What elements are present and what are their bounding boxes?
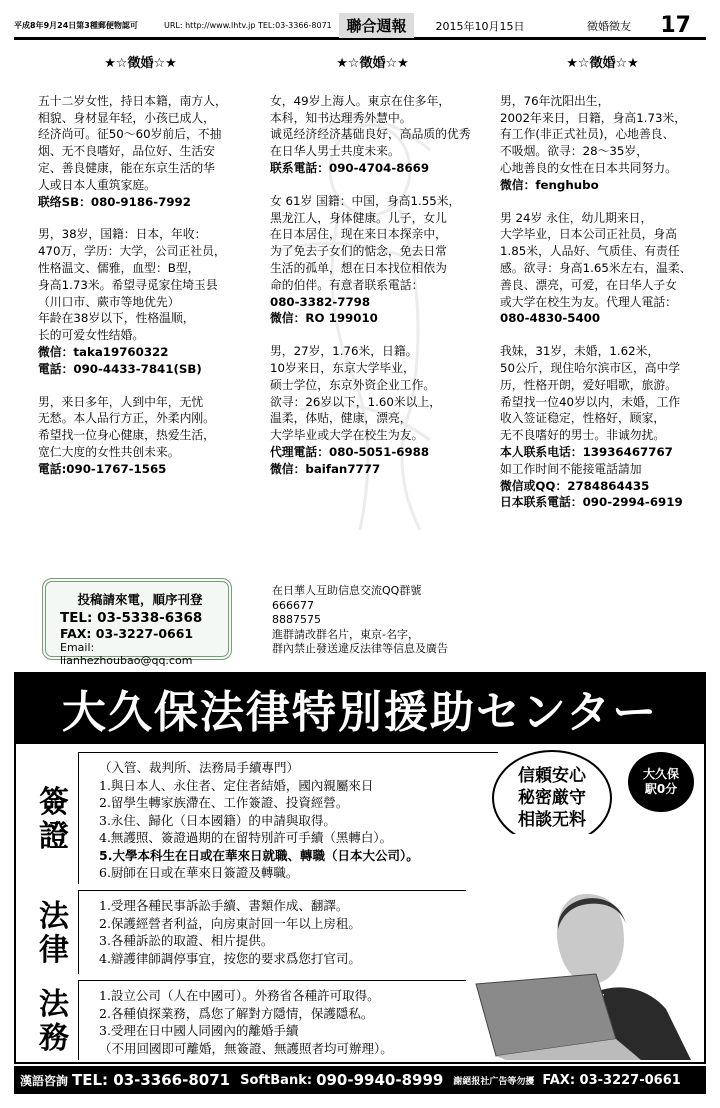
section-label: 法 務: [39, 987, 69, 1056]
ad-contact: 微信：fenghubo: [500, 177, 599, 192]
ad-contact: 電話：090-4433-7841(SB): [38, 361, 202, 376]
slogan-line: 信頼安心: [518, 766, 586, 786]
ad-contact: 微信：RO 199010: [270, 311, 378, 326]
ad-line: 诚觅经济经济基础良好，高品质的优秀: [270, 127, 471, 142]
personal-ad: [500, 210, 705, 328]
ad-line: 身高1.73米。希望寻觅家住埼玉县: [38, 277, 218, 292]
ad-line: 不吸烟。欲寻：28～35岁，: [500, 144, 648, 159]
ad-line: 470万，学历：大学，公司正社员，: [38, 244, 226, 259]
section-box: [78, 980, 498, 1060]
trust-slogan-bubble: [492, 750, 612, 846]
law-center-ad: [14, 744, 706, 1064]
ad-contact: 如工作时间不能接電話請加: [500, 461, 642, 476]
footer-label-softbank: SoftBank:: [240, 1072, 313, 1088]
service-line: 3.受理在日中國人同國內的離婚手續: [99, 1023, 299, 1038]
service-line: 6.厨師在日或在華來日簽證及轉職。: [99, 865, 299, 880]
ad-line: 欲寻：26岁以下，1.60米以上，: [270, 394, 442, 409]
ad-line: 命的伯伴。有意者联系電話：: [270, 277, 424, 292]
ad-line: 10岁来日，东京大学毕业，: [270, 360, 415, 375]
notice-line: 進群請改群名片，東京-名字，: [272, 627, 419, 641]
ad-contact: 代理電話：080-5051-6988: [270, 444, 430, 459]
ad-line: 希望找一位40岁以内，未婚，工作: [500, 394, 681, 409]
ad-line: 心地善良的女性在日本共同努力。: [500, 160, 677, 175]
ad-line: 男，76年沈阳出生，: [500, 93, 610, 108]
ad-line: 烟、无不良嗜好，品位好、生活安: [38, 144, 215, 159]
law-center-banner: 大久保法律特別援助センター: [14, 672, 706, 744]
footer-fax: FAX: 03-3227-0661: [542, 1072, 681, 1088]
page-footer: [14, 1066, 706, 1094]
service-line: （不用回國即可離婚，無簽證、無護照者均可辦理）。: [99, 1040, 393, 1056]
service-line: 4.辯護律師調停事宜，按您的要求爲您打官司。: [99, 950, 361, 966]
section-label: 法 律: [39, 899, 69, 968]
footer-note: 謝絕报社广告等勿擾: [453, 1076, 535, 1087]
submission-title: 投稿請來電，順序刊登: [77, 592, 203, 607]
postal-permit: 平成8年9月24日第3種郵便物認可: [14, 21, 138, 30]
ad-contact: 080-3382-7798: [270, 294, 371, 309]
page-number: 17: [660, 13, 691, 38]
service-line: 1.設立公司（人在中國可）。外務省各種許可取得。: [99, 988, 380, 1003]
service-line: （入管、裁判所、法務局手續專門）: [99, 760, 300, 775]
visa-section: [32, 752, 492, 884]
footer-label-consult: 漢語咨詢: [20, 1073, 69, 1088]
slogan-line: 秘密厳守: [518, 788, 586, 808]
ad-line: 无愁。本人品行方正，外柔内刚。: [38, 411, 215, 426]
notice-line: 666677: [272, 598, 314, 612]
personal-ad: [270, 343, 475, 477]
service-line: 3.永住、歸化（日本國籍）的申請與取得。: [99, 812, 336, 828]
submission-fax: FAX: 03-3227-0661: [60, 626, 194, 641]
ad-line: 男，27岁，1.76米，日籍。: [270, 344, 418, 359]
ad-line: 感。欲寻：身高1.65米左右，温柔、: [500, 260, 692, 275]
ad-line: 善良、漂亮，可爱，在日华人子女: [500, 277, 677, 292]
ad-line: 2002年来日，日籍，身高1.73米，: [500, 110, 687, 125]
ad-line: 大学毕业，日本公司正社员，身高: [500, 227, 677, 242]
ad-contact: 電話:090-1767-1565: [38, 461, 167, 476]
submission-tel: TEL: 03-5338-6368: [60, 610, 203, 626]
ad-line: 本科，知书达理秀外慧中。: [270, 110, 412, 125]
ad-line: 50公斤，现住哈尔滨市区，高中学: [500, 360, 681, 375]
service-line: 1.受理各種民事訴訟手續、書類作成、翻譯。: [99, 898, 349, 913]
ad-contact: 微信：taka19760322: [38, 344, 169, 359]
ad-line: 在日本居住，现在来日本探亲中，: [270, 227, 447, 242]
column-title: ★☆徵婚☆★: [566, 56, 639, 71]
section-box: [78, 752, 498, 884]
slogan-line: 相談无料: [518, 810, 586, 830]
column-title: ★☆徵婚☆★: [104, 56, 177, 71]
ad-line: 为了免去子女们的惦念，免去日常: [270, 244, 447, 259]
ad-line: 宽仁大度的女性共创未来。: [38, 444, 180, 459]
ad-line: 希望找一位身心健康，热爱生活，: [38, 428, 215, 443]
page-header: [14, 14, 706, 40]
ad-line: 黑龙江人，身体健康。儿子，女儿: [270, 210, 447, 225]
service-line: 2.各種偵探業務，爲您了解對方隱情，保護隱私。: [99, 1005, 374, 1021]
ad-contact: 联系電話：090-4704-8669: [270, 160, 430, 175]
ad-line: 在日华人男士共度未来。: [270, 144, 400, 159]
notice-line: 群內禁止發送違反法律等信息及廣告: [272, 642, 448, 655]
ad-line: （川口市、蕨市等地优先）: [38, 294, 180, 309]
personal-ad: [38, 226, 243, 377]
personal-ad: [270, 193, 475, 327]
ad-line: 1.85米，人品好、气质佳、有责任: [500, 244, 680, 259]
ad-contact: 080-4830-5400: [500, 311, 601, 326]
ad-line: 男 24岁 永住，幼儿期来日，: [500, 210, 653, 225]
ad-line: 性格温文、儒雅，血型：B型，: [38, 260, 200, 275]
personals-column-2: [270, 56, 475, 494]
section-label: 簽 證: [39, 785, 69, 854]
personal-ad: [38, 394, 243, 478]
ad-line: 历，性格开朗，爱好唱歌，旅游。: [500, 377, 677, 392]
ad-line: 人或日本人重筑家庭。: [38, 177, 156, 192]
ad-line: 经济尚可。征50～60岁前后，不抽: [38, 127, 222, 142]
businessman-laptop-photo: [466, 834, 702, 1060]
masthead: 聯合週報: [339, 13, 414, 38]
ad-line: 五十二岁女性，持日本籍，南方人，: [38, 93, 227, 108]
ad-contact: 微信或QQ：2784864435: [500, 478, 650, 493]
legal-affairs-section: [32, 980, 492, 1060]
personal-ad: [270, 93, 475, 177]
legal-section: [32, 890, 492, 974]
personal-ad: [38, 93, 243, 211]
qq-group-notice: [272, 584, 448, 657]
ad-line: 年龄在38岁以下，性格温顺，: [38, 311, 195, 326]
personals-column-3: [500, 56, 705, 527]
footer-mobile: 090-9940-8999: [316, 1071, 444, 1089]
section-box: [78, 890, 498, 974]
ad-contact: 日本联系電話：090-2994-6919: [500, 495, 683, 510]
ad-line: 男，38岁，国籍：日本，年收：: [38, 227, 207, 242]
service-line: 1.與日本人、永住者、定住者結婚，國內親屬來日: [99, 777, 374, 793]
section-name: 徵婚徵友: [587, 19, 631, 33]
service-line: 2.保護經營者利益，向房東討回一年以上房租。: [99, 915, 361, 931]
personals-column-1: [38, 56, 243, 494]
ad-contact: 微信：baifan7777: [270, 461, 381, 476]
issue-date: 2015年10月15日: [435, 19, 525, 33]
ad-line: 生活的孤单，想在日本找位相依为: [270, 260, 447, 275]
ad-line: 女，49岁上海人。東京在住多年，: [270, 93, 451, 108]
notice-line: 在日華人互助信息交流QQ群號: [272, 584, 422, 597]
personal-ad: [500, 93, 705, 194]
header-url: URL: http://www.lhtv.jp TEL:03-3366-8071: [164, 21, 332, 30]
ad-line: 或大学在校生为友。代理人電話：: [500, 294, 677, 309]
ad-line: 无不良嗜好的男士。非诚勿扰。: [500, 428, 666, 443]
column-title: ★☆徵婚☆★: [336, 56, 409, 71]
ad-line: 有工作(非正式社员)，心地善良、: [500, 127, 675, 142]
footer-tel: TEL: 03-3366-8071: [72, 1071, 231, 1089]
ad-line: 我妹，31岁，未婚，1.62米，: [500, 344, 660, 359]
ad-line: 定、善良健康，能在东京生活的华: [38, 160, 215, 175]
ad-line: 男，来日多年，人到中年，无忧: [38, 394, 204, 409]
notice-line: 8887575: [272, 613, 321, 626]
ad-line: 长的可爱女性结婚。: [38, 328, 145, 343]
service-line: 3.各種訴訟的取證、相片提供。: [99, 933, 274, 948]
service-line: 2.留學生轉家族滯在、工作簽證、投資經營。: [99, 795, 349, 810]
submission-email: Email: lianhezhoubao@qq.com: [60, 641, 193, 667]
ad-contact: 联络SB：080-9186-7992: [38, 194, 191, 209]
ad-contact: 本人联系电话：13936467767: [500, 444, 673, 459]
ad-line: 相貌、身材显年轻，小孩已成人，: [38, 110, 215, 125]
service-line: 4.無護照、簽證過期的在留特別許可手續（黑轉白）。: [99, 830, 393, 845]
personal-ad: [500, 343, 705, 511]
station-badge: 大久保 駅0分: [628, 752, 694, 812]
ad-line: 大学毕业或大学在校生为友。: [270, 428, 424, 443]
submission-info-box: [42, 578, 232, 667]
ad-line: 硕士学位，东京外资企业工作。: [270, 377, 436, 392]
ad-line: 收入签证稳定，性格好，顾家，: [500, 411, 666, 426]
service-line: 5.大學本科生在日或在華來日就職、轉職（日本大公司）。: [99, 847, 419, 863]
ad-line: 温柔，体贴，健康，漂亮，: [270, 411, 412, 426]
ad-line: 女 61岁 国籍：中国，身高1.55米，: [270, 193, 461, 208]
